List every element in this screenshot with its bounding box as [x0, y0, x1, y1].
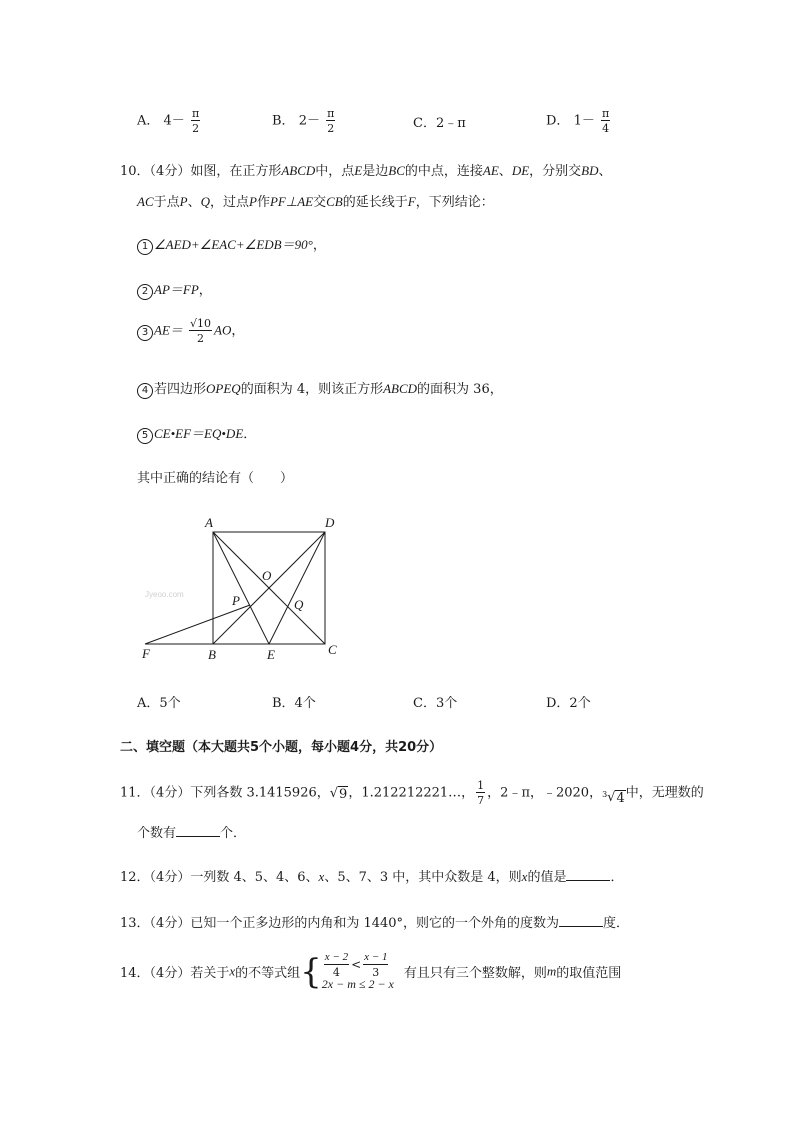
text: ，: [231, 323, 245, 339]
radicand: 4: [616, 790, 625, 806]
math: F: [407, 194, 416, 209]
text: 中，点: [315, 164, 355, 179]
math: ABCD: [281, 163, 316, 178]
q11-line-2: [137, 822, 246, 841]
section-title: 二、填空题（本大题共5个小题，每小题4分，共20分）: [120, 740, 443, 755]
text: 作: [256, 195, 270, 210]
label-c: C: [328, 642, 337, 657]
fraction-num: π: [602, 107, 610, 120]
fraction-num: π: [327, 107, 335, 120]
math: Q: [200, 194, 210, 209]
fraction-num: 1: [477, 779, 485, 792]
text: 的延长线于: [342, 195, 408, 210]
sqrt-9: √ 9: [329, 785, 348, 802]
label-p: P: [232, 593, 240, 608]
text: ，2﹣π，﹣2020，: [487, 785, 603, 801]
text: 、5、7、3 中，其中众数是 4，则: [324, 870, 522, 885]
text: ．: [610, 870, 624, 885]
text: 其中正确的结论有（ ）: [137, 471, 294, 486]
statement-5: [137, 423, 256, 444]
circled-number: 2: [137, 284, 153, 300]
fraction-den: 3: [372, 966, 380, 979]
label-f: F: [142, 646, 150, 661]
text: 、: [498, 164, 512, 179]
root-index: 3: [602, 789, 608, 799]
q10-line-1: [120, 160, 612, 179]
fraction-num: x − 2: [324, 951, 349, 963]
option-text: 4－: [163, 113, 185, 129]
figure-lines: [145, 532, 325, 644]
text: 的面积为 36，: [417, 382, 503, 397]
text: 的值是: [527, 870, 567, 885]
math: DE: [511, 163, 530, 178]
label-a: A: [205, 515, 213, 530]
option-text: 2－: [298, 113, 320, 129]
inequality-2: 2x − m ≤ 2 − x: [321, 977, 394, 991]
q10-line-2: [137, 191, 494, 210]
q9-option-d: [546, 108, 612, 134]
fraction-num: x − 1: [364, 951, 388, 963]
option-text: 1－: [573, 113, 595, 129]
fraction-den: 2: [197, 332, 205, 345]
text: 的面积为 4，则该正方形: [240, 382, 384, 397]
operator: <: [351, 957, 362, 972]
math: m: [546, 963, 557, 979]
text: ，: [312, 238, 326, 253]
text: 12．（4分）一列数 4、5、4、6、: [120, 870, 319, 885]
option-label: B．: [272, 113, 295, 129]
math: P: [249, 194, 257, 209]
segment-de: [269, 532, 325, 644]
q14: [120, 952, 621, 991]
text: 13．（4分）已知一个正多边形的内角和为 1440°，则它的一个外角的度数为: [120, 916, 560, 931]
math: AC: [137, 194, 154, 209]
fraction: [191, 108, 200, 134]
statement-2: [137, 279, 212, 300]
label-b: B: [208, 647, 216, 662]
circled-number: 1: [137, 239, 153, 255]
text: 14．（4分）若关于: [120, 966, 230, 982]
answer-blank[interactable]: [559, 914, 603, 927]
option-label: A．: [137, 113, 160, 129]
q10-option-b: B．4个: [272, 696, 316, 711]
math: AE＝: [154, 322, 183, 338]
text: 中，无理数的: [625, 785, 704, 801]
text: 的不等式组: [235, 966, 301, 982]
text: 是边: [362, 164, 389, 179]
text: 有且只有三个整数解，则: [403, 966, 547, 982]
q12: [120, 866, 623, 885]
math: ABCD: [383, 381, 418, 396]
math: x: [229, 963, 236, 979]
fraction: [476, 780, 485, 806]
text: ，分别交: [529, 164, 582, 179]
math: CE•EF＝EQ•DE: [154, 426, 244, 441]
text: 的取值范围: [556, 966, 622, 982]
segment-ae: [213, 532, 269, 644]
math: ∠AED+∠EAC+∠EDB＝90°: [154, 237, 313, 252]
brace-icon: {: [300, 951, 322, 992]
math: PF⊥AE: [269, 194, 314, 209]
fraction: [326, 108, 335, 134]
watermark: Jyeoo.com: [145, 590, 184, 599]
text: 10．（4分）如图，在正方形: [120, 164, 282, 179]
q10-option-d: D．2个: [546, 696, 591, 711]
label-e: E: [267, 647, 275, 662]
text: ，: [198, 283, 212, 298]
math: AE: [482, 163, 499, 178]
text: 、: [187, 195, 201, 210]
fraction-den: 7: [477, 794, 485, 807]
statement-3: [137, 318, 244, 344]
answer-blank[interactable]: [176, 824, 220, 837]
text: 11．（4分）下列各数 3.1415926，: [120, 785, 330, 801]
text: ，1.212212221…，: [348, 785, 475, 801]
math: AP＝FP: [154, 282, 199, 297]
math: BC: [388, 163, 405, 178]
fraction: [324, 952, 349, 978]
math: CB: [326, 194, 343, 209]
inequality-system: [322, 952, 394, 991]
label-d: D: [325, 515, 335, 530]
text: ．: [243, 427, 257, 442]
answer-blank[interactable]: [566, 868, 610, 881]
fraction-den: 4: [332, 966, 340, 979]
radicand: 9: [339, 786, 348, 802]
statement-4: [137, 378, 503, 399]
option-text: 2﹣π: [435, 116, 466, 131]
fraction: [363, 952, 388, 978]
text: ，下列结论：: [415, 195, 494, 210]
q9-option-a: [137, 108, 202, 134]
math: x: [521, 869, 528, 884]
fraction-num: √10: [190, 317, 212, 330]
q9-option-b: [272, 108, 337, 134]
statement-1: [137, 234, 326, 255]
circled-number: 3: [137, 325, 153, 341]
circled-number: 5: [137, 428, 153, 444]
fraction-den: 2: [192, 122, 200, 135]
fraction: [601, 108, 610, 134]
q11-line-1: [120, 780, 704, 806]
math: AO: [214, 322, 232, 338]
circled-number: 4: [137, 383, 153, 399]
math: OPEQ: [206, 381, 241, 396]
option-label: D．: [546, 113, 570, 129]
q10-option-a: A．5个: [137, 696, 181, 711]
q10-ask: [137, 467, 293, 486]
text: 若四边形: [154, 382, 207, 397]
text: 于点: [153, 195, 180, 210]
text: 个数有: [137, 826, 177, 841]
math: x: [318, 869, 325, 884]
label-q: Q: [294, 597, 304, 612]
fraction-den: 4: [602, 122, 610, 135]
math: E: [354, 163, 363, 178]
cbrt-4: 3 √ 4: [602, 789, 625, 806]
q9-option-c: [413, 112, 466, 131]
fraction-den: 2: [327, 122, 335, 135]
text: 、: [598, 164, 612, 179]
text: 交: [313, 195, 327, 210]
segment-fp: [145, 605, 250, 644]
label-o: O: [262, 568, 272, 583]
option-label: C．: [413, 116, 436, 131]
q10-option-c: C．3个: [413, 696, 458, 711]
text: 度．: [603, 916, 630, 931]
text: 的中点，连接: [404, 164, 483, 179]
text: ，过点: [210, 195, 250, 210]
math: BD: [581, 163, 599, 178]
fraction: [189, 318, 212, 344]
math: P: [179, 194, 188, 209]
inequality-1: [322, 952, 394, 978]
geometry-figure: [135, 508, 355, 668]
q13: [120, 912, 629, 931]
text: 个．: [220, 826, 247, 841]
fraction-num: π: [191, 107, 200, 120]
